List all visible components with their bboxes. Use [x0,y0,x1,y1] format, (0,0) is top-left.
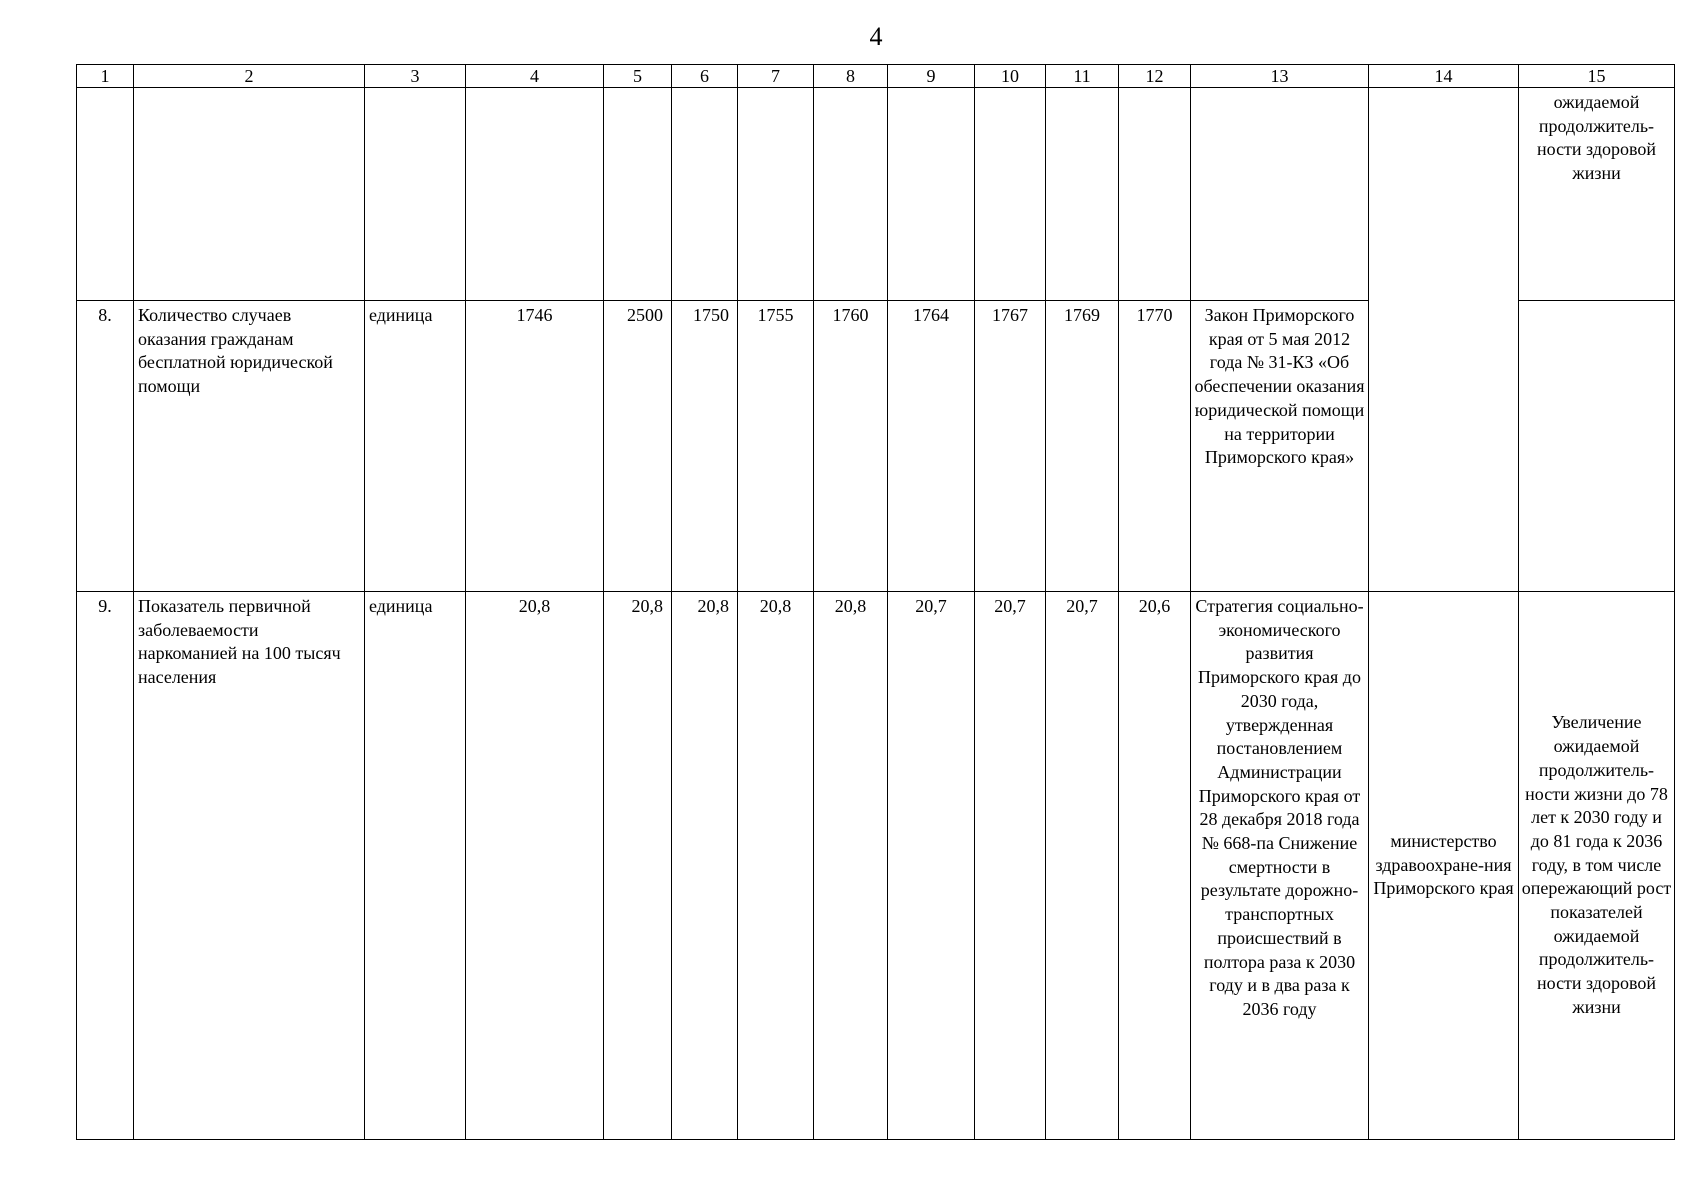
header-cell: 2 [134,65,365,88]
value-cell: 1760 [814,301,888,592]
header-cell: 1 [77,65,134,88]
value-cell: 1764 [888,301,975,592]
value-cell: 20,7 [975,592,1046,1140]
header-cell: 11 [1046,65,1119,88]
continuation-row [77,88,1675,301]
header-cell: 8 [814,65,888,88]
legal-basis: Стратегия социально-экономического развития Приморского края до 2030 года, утвержденная постановлением Администрации Приморского края от 28 декабря 2018 года № 668-па Снижение смертности в результате дорожно-транспортных происшествий в полтора раза к 2030 году и в два раза к 2036 году [1191,592,1369,1140]
row-number: 9. [77,592,134,1140]
header-cell: 10 [975,65,1046,88]
value-cell: 20,8 [672,592,738,1140]
value-cell: 1746 [466,301,604,592]
column-number-row [77,65,1675,88]
goal-cell: Увеличение ожидаемой продолжитель-ности жизни до 78 лет к 2030 году и до 81 года к 2036 году, в том числе опережающий рост показателей ожидаемой продолжитель-ности здоровой жизни [1519,592,1675,1140]
header-cell: 14 [1369,65,1519,88]
value-cell: 20,8 [466,592,604,1140]
value-cell: 20,8 [604,592,672,1140]
unit: единица [365,301,466,592]
responsible-ministry: министерство здравоохране-ния Приморского края [1369,592,1519,1140]
value-cell: 20,6 [1119,592,1191,1140]
value-cell: 20,7 [1046,592,1119,1140]
value-cell: 20,8 [738,592,814,1140]
value-cell: 1750 [672,301,738,592]
page-number: 4 [869,22,883,51]
indicators-table [76,64,1675,1140]
responsible-cell-upper [1369,88,1519,592]
indicator-name: Количество случаев оказания гражданам бесплатной юридической помощи [134,301,365,592]
goal-cell [1519,301,1675,592]
header-cell: 7 [738,65,814,88]
legal-basis: Закон Приморского края от 5 мая 2012 года № 31-КЗ «Об обеспечении оказания юридической помощи на территории Приморского края» [1191,301,1369,592]
row-number: 8. [77,301,134,592]
header-cell: 15 [1519,65,1675,88]
goal-continuation: ожидаемой продолжитель-ности здоровой жизни [1519,88,1675,301]
value-cell: 20,8 [814,592,888,1140]
value-cell: 20,7 [888,592,975,1140]
value-cell: 2500 [604,301,672,592]
value-cell: 1767 [975,301,1046,592]
indicator-name: Показатель первичной заболеваемости наркоманией на 100 тысяч населения [134,592,365,1140]
table-row [77,592,1675,1140]
value-cell: 1755 [738,301,814,592]
unit: единица [365,592,466,1140]
header-cell: 6 [672,65,738,88]
header-cell: 12 [1119,65,1191,88]
header-cell: 13 [1191,65,1369,88]
value-cell: 1770 [1119,301,1191,592]
header-cell: 9 [888,65,975,88]
header-cell: 5 [604,65,672,88]
value-cell: 1769 [1046,301,1119,592]
header-cell: 3 [365,65,466,88]
header-cell: 4 [466,65,604,88]
